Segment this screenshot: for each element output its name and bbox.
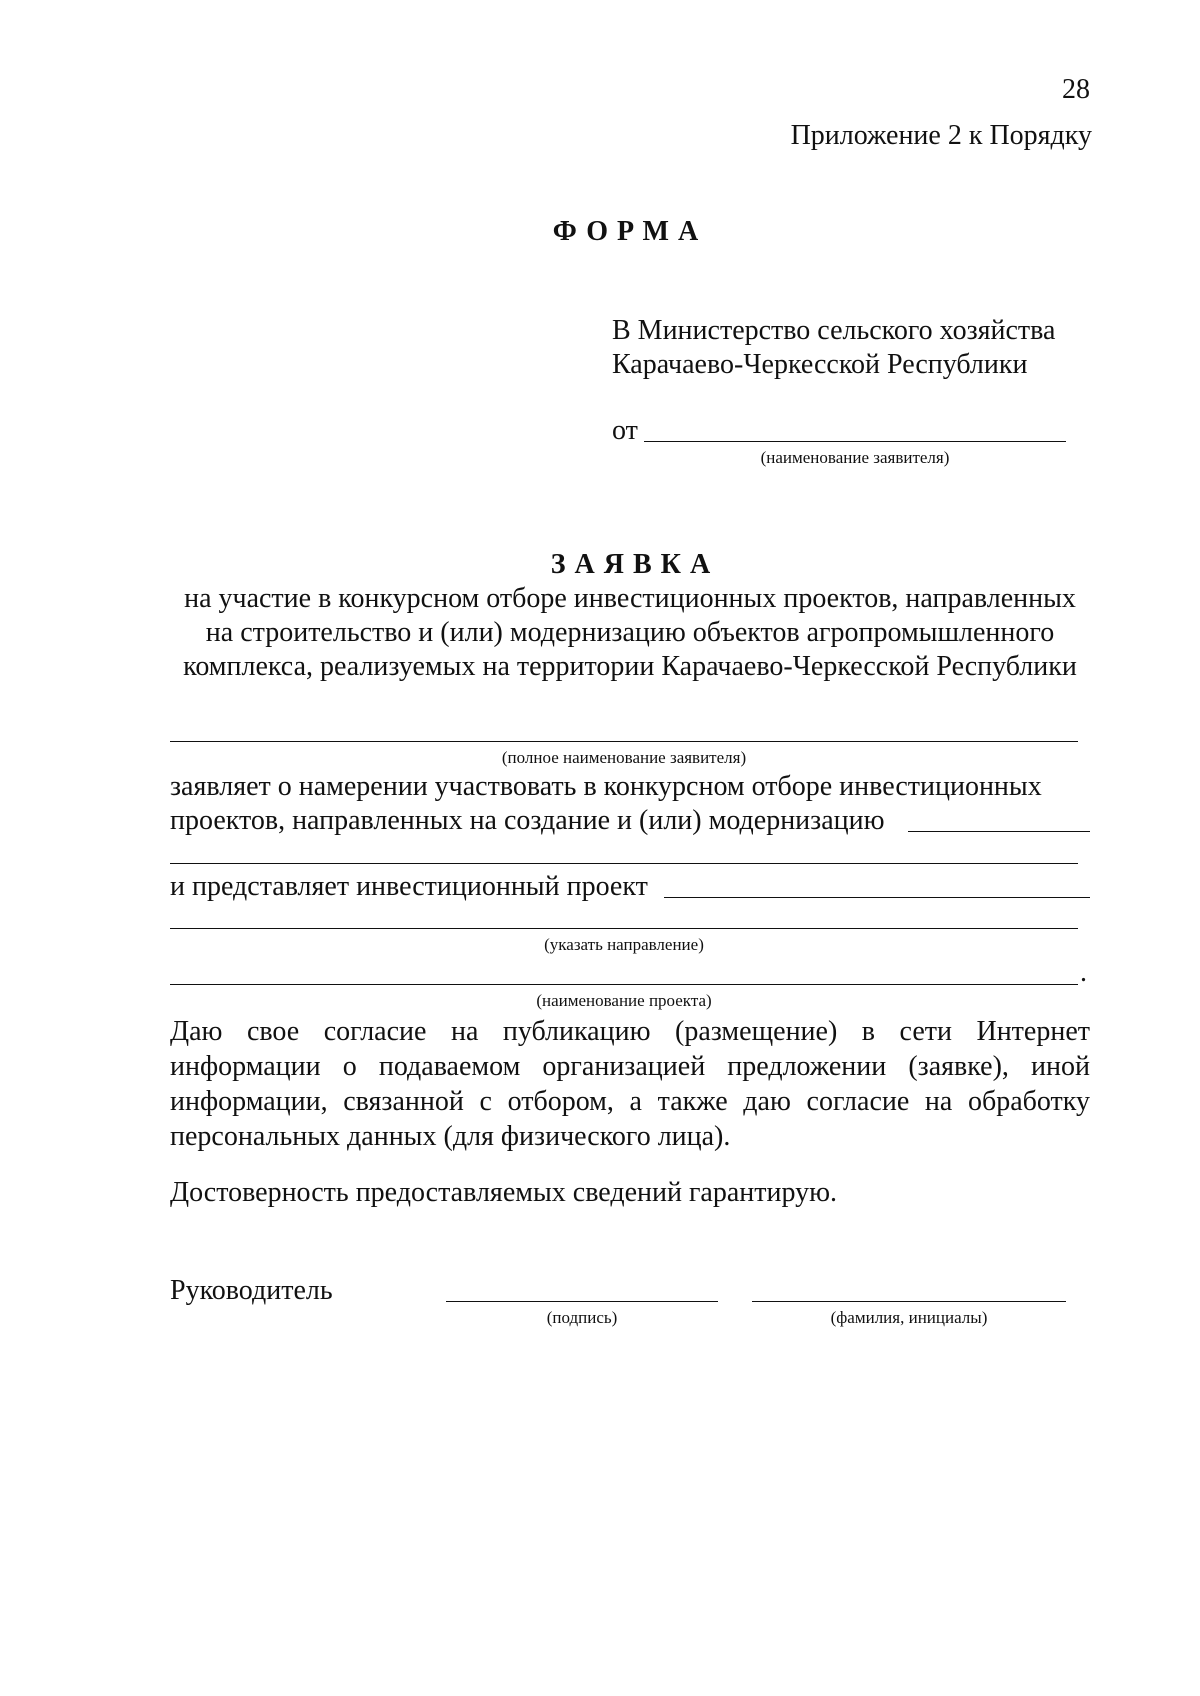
applicant-name-field[interactable]: [644, 441, 1066, 442]
from-label: от: [612, 415, 638, 446]
signature-role: Руководитель: [170, 1275, 333, 1306]
from-caption: (наименование заявителя): [760, 448, 950, 467]
signature-field[interactable]: [446, 1301, 718, 1302]
investment-project-field[interactable]: [664, 897, 1090, 898]
declare-line2: проектов, направленных на создание и (или) модернизацию: [170, 805, 885, 836]
full-name-caption: (фамилия, инициалы): [830, 1308, 988, 1327]
document-title: ЗАЯВКА: [550, 549, 720, 580]
form-label: ФОРМА: [552, 216, 708, 247]
subtitle-line1: на участие в конкурсном отборе инвестиционных проектов, направленных: [184, 583, 1076, 614]
guarantee-text: Достоверность предоставляемых сведений гарантирую.: [170, 1177, 838, 1208]
direction-caption: (указать направление): [544, 935, 704, 954]
project-caption: (наименование проекта): [536, 991, 712, 1010]
addressee-line2: Карачаево-Черкесской Республики: [612, 349, 1028, 380]
modernization-field-line2[interactable]: [170, 863, 1078, 864]
project-label: и представляет инвестиционный проект: [170, 871, 648, 902]
consent-paragraph: Даю свое согласие на публикацию (размещение) в сети Интернет информации о подаваемом организацией предложении (заявке), иной информации, связанной с отбором, а также даю согласие на обработку персональных данных (для физического лица).: [170, 1016, 1090, 1152]
full-name-field[interactable]: [752, 1301, 1066, 1302]
period-mark: .: [1080, 957, 1087, 988]
subtitle-line2: на строительство и (или) модернизацию объектов агропромышленного: [205, 617, 1055, 648]
appendix-label: Приложение 2 к Порядку: [790, 120, 1092, 151]
full-applicant-name-field[interactable]: [170, 741, 1078, 742]
modernization-field[interactable]: [908, 831, 1090, 832]
project-name-field[interactable]: [170, 984, 1078, 985]
subtitle-line3: комплекса, реализуемых на территории Карачаево-Черкесской Республики: [183, 651, 1077, 682]
investment-project-field-line2[interactable]: [170, 928, 1078, 929]
declare-line1: заявляет о намерении участвовать в конкурсном отборе инвестиционных: [170, 771, 1042, 802]
signature-caption: (подпись): [546, 1308, 618, 1327]
addressee-line1: В Министерство сельского хозяйства: [612, 315, 1056, 346]
page-number: 28: [1062, 74, 1090, 105]
applicant-caption: (полное наименование заявителя): [501, 748, 747, 767]
